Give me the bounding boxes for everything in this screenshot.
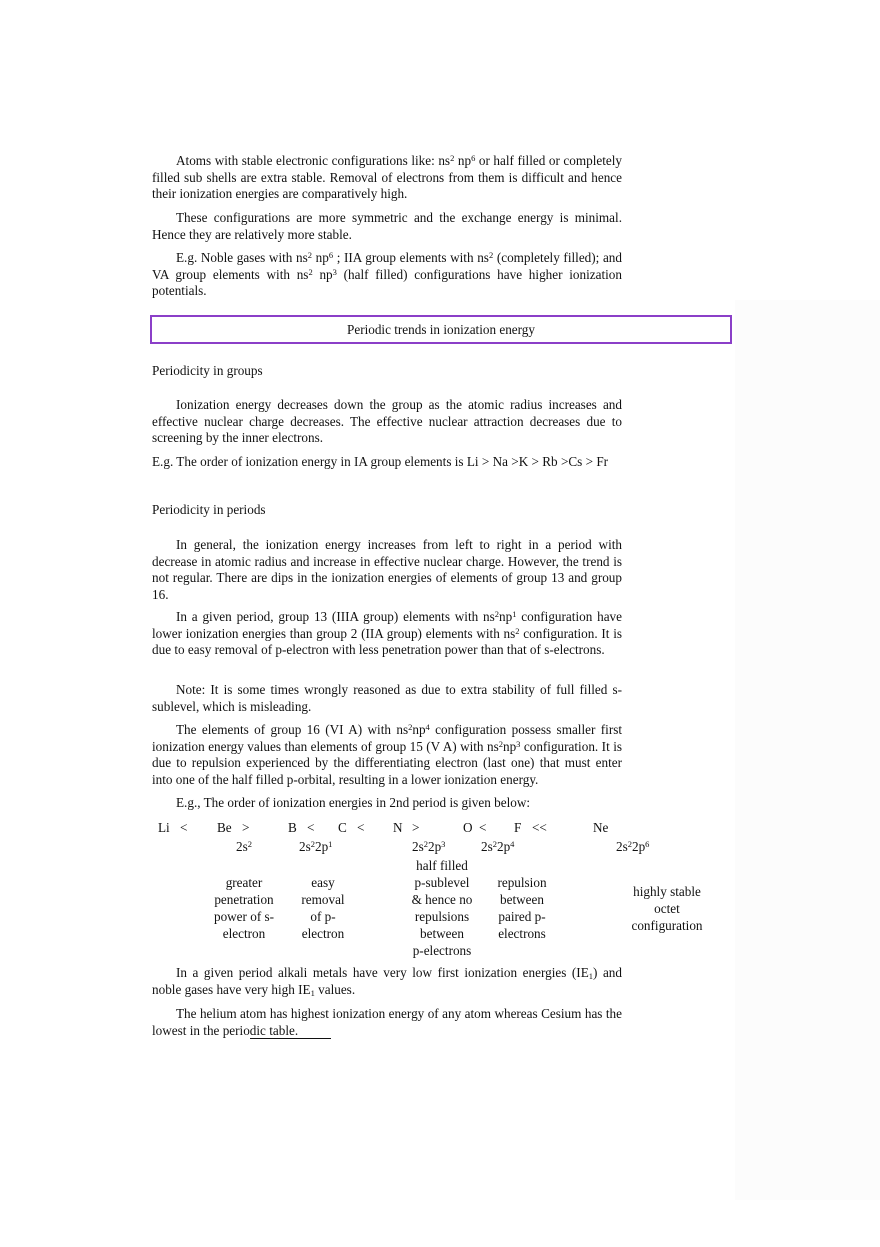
section-title: Periodic trends in ionization energy (347, 322, 535, 337)
element-be: Be (217, 820, 232, 835)
operator: > (412, 820, 420, 835)
page-shade (735, 300, 880, 1200)
paragraph-examples: E.g. Noble gases with $ns^2$ $np^6$ ; IIA group elements with $ns^2$ (completely filled); and VA group elements with $ns^2$ $np^3$ (half filled) configurations have higher ionization potentials. (152, 250, 622, 298)
config-b: $2s^22p^1$ (299, 839, 333, 854)
element-ne: Ne (593, 820, 609, 835)
element-f: F (514, 820, 522, 835)
element-b: B (288, 820, 297, 835)
element-n: N (393, 820, 403, 835)
config-ne: $2s^22p^6$ (616, 839, 650, 854)
element-li: Li (158, 820, 170, 835)
note-n: half filled p-sublevel & hence no repulsions between p-electrons (411, 858, 473, 958)
paragraph-alkali-noble: In a given period alkali metals have very low first ionization energies $(IE_1)$ and noble gases have very high $IE_1$ values. (152, 965, 622, 998)
operator: > (242, 820, 250, 835)
operator: << (532, 820, 547, 835)
note-b: easy removal of p- electron (301, 875, 345, 941)
paragraph-helium-cesium: The helium atom has highest ionization energy of any atom whereas Cesium has the lowest in the periodic table. (152, 1006, 622, 1038)
paragraph-symmetry: These configurations are more symmetric and the exchange energy is minimal. Hence they are relatively more stable. (152, 210, 622, 242)
note-be: greater penetration power of s- electron (213, 875, 275, 941)
element-o: O (463, 820, 473, 835)
config-be: $2s^2$ (236, 839, 252, 854)
paragraph-note: Note: It is some times wrongly reasoned as due to extra stability of full filled s-sublevel, which is misleading. (152, 682, 622, 714)
paragraph-group13: In a given period, group 13 (IIIA group) elements with $ns^2np^1$ configuration have lower ionization energies than group 2 (IIA group) elements with $ns^2$ configuration. It is due to easy removal of p-electron with less penetration power than that of s-electrons. (152, 609, 622, 657)
operator: < (307, 820, 315, 835)
config-o: $2s^22p^4$ (481, 839, 515, 854)
operator: < (180, 820, 188, 835)
heading-periods: Periodicity in periods (152, 502, 266, 517)
section-title-box (150, 315, 732, 344)
paragraph-group16: The elements of group 16 (VI A) with $ns^2np^4$ configuration possess smaller first ionization energy values than elements of group 15 (V A) with $ns^2np^3$ configuration. It is due to repulsion experienced by the differentiating electron (last one) that must enter into one of the half filled p-orbital, resulting in a lower ionization energy. (152, 722, 623, 787)
paragraph-order-intro: E.g., The order of ionization energies in 2nd period is given below: (176, 795, 531, 810)
note-ne: highly stable octet configuration (631, 884, 703, 933)
config-n: $2s^22p^3$ (412, 839, 446, 854)
element-c: C (338, 820, 347, 835)
paragraph-groups-trend: Ionization energy decreases down the group as the atomic radius increases and effective nuclear charge decreases. The effective nuclear attraction decreases due to screening by the inner electrons. (152, 397, 622, 445)
heading-groups: Periodicity in groups (152, 363, 263, 378)
operator: < (357, 820, 365, 835)
paragraph-periods-trend: In general, the ionization energy increases from left to right in a period with decrease in atomic radius and increase in effective nuclear charge. However, the trend is not regular. There are dips in the ionization energies of elements of group 13 and group 16. (152, 537, 622, 602)
note-o: repulsion between paired p- electrons (497, 875, 547, 941)
paragraph-stable-configurations: Atoms with stable electronic configurations like: $ns^2$ $np^6$ or half filled or completely filled sub shells are extra stable. Removal of electrons from them is difficult and hence their ionization energies are comparatively high. (152, 153, 622, 201)
paragraph-groups-example: E.g. The order of ionization energy in IA group elements is Li > Na >K > Rb >Cs > Fr (152, 454, 609, 469)
operator: < (479, 820, 487, 835)
